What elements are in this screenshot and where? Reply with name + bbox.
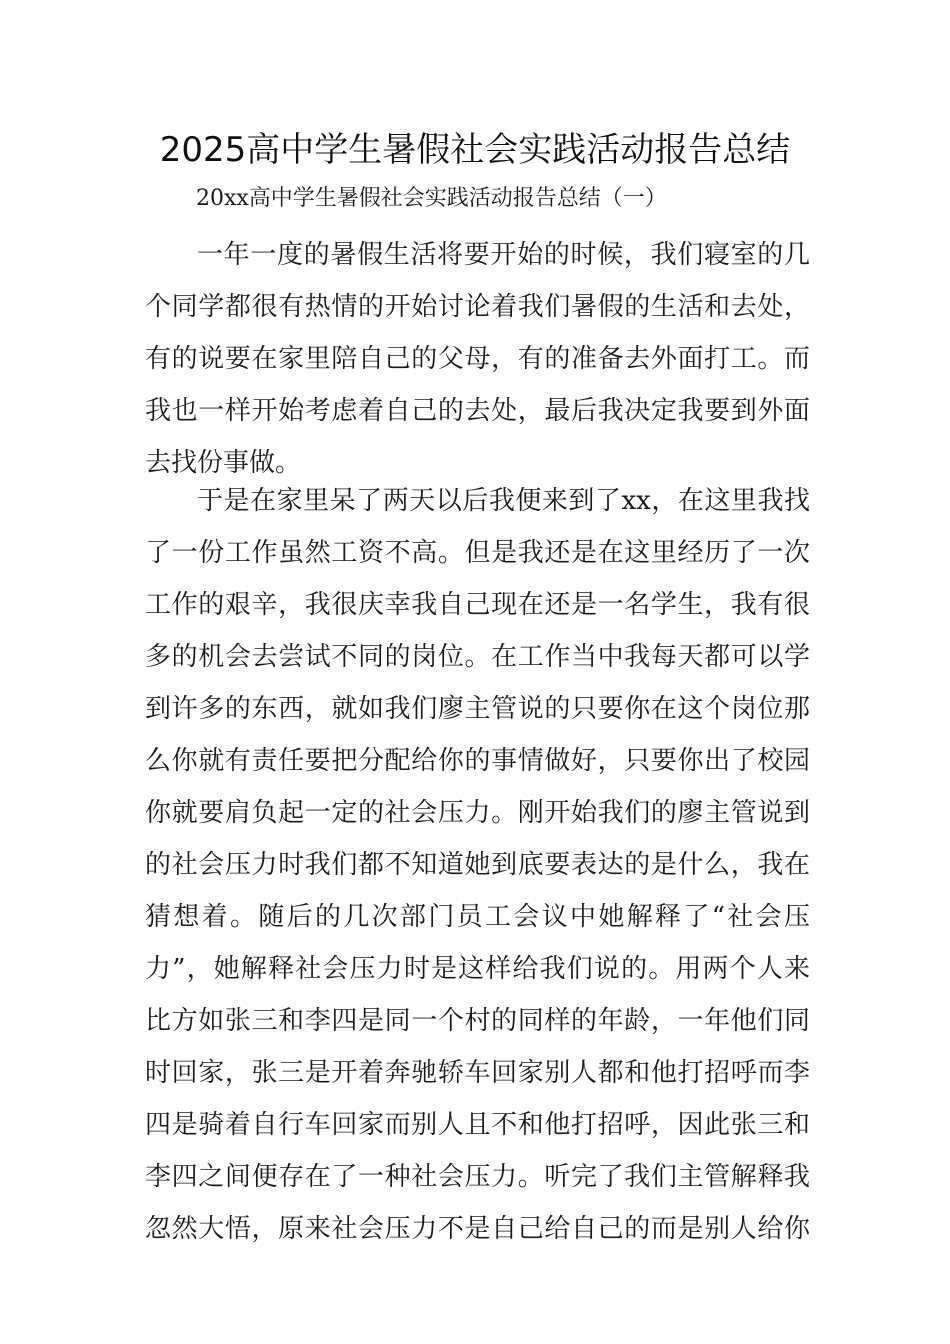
paragraph-line: 一年一度的暑假生活将要开始的时候，我们寝室的几 — [197, 240, 810, 270]
paragraph-line: 力”，她解释社会压力时是这样给我们说的。用两个人来 — [145, 954, 810, 984]
paragraph-line: 比方如张三和李四是同一个村的同样的年龄，一年他们同 — [145, 1006, 810, 1036]
paragraph-1 — [145, 229, 810, 489]
paragraph-line: 我也一样开始考虑着自己的去处，最后我决定我要到外面 — [145, 396, 810, 426]
paragraph-line: 么你就有责任要把分配给你的事情做好，只要你出了校园 — [145, 746, 810, 776]
paragraph-2 — [145, 475, 810, 1255]
paragraph-line: 去找份事做。 — [145, 448, 302, 478]
paragraph-line: 个同学都很有热情的开始讨论着我们暑假的生活和去处， — [145, 292, 810, 322]
paragraph-line: 了一份工作虽然工资不高。但是我还是在这里经历了一次 — [145, 538, 810, 568]
paragraph-line: 时回家，张三是开着奔驰轿车回家别人都和他打招呼而李 — [145, 1058, 810, 1088]
paragraph-line: 忽然大悟，原来社会压力不是自己给自己的而是别人给你 — [145, 1214, 810, 1244]
paragraph-line: 于是在家里呆了两天以后我便来到了xx，在这里我找 — [197, 486, 810, 516]
paragraph-line: 工作的艰辛，我很庆幸我自己现在还是一名学生，我有很 — [145, 590, 810, 620]
paragraph-line: 多的机会去尝试不同的岗位。在工作当中我每天都可以学 — [145, 642, 810, 672]
paragraph-line: 到许多的东西，就如我们廖主管说的只要你在这个岗位那 — [145, 694, 810, 724]
paragraph-line: 有的说要在家里陪自己的父母，有的准备去外面打工。而 — [145, 344, 810, 374]
document-title: 2025高中学生暑假社会实践活动报告总结 — [159, 130, 791, 170]
paragraph-line: 四是骑着自行车回家而别人且不和他打招呼，因此张三和 — [145, 1110, 810, 1140]
paragraph-line: 猜想着。随后的几次部门员工会议中她解释了“社会压 — [145, 902, 810, 932]
paragraph-line: 的社会压力时我们都不知道她到底要表达的是什么，我在 — [145, 850, 810, 880]
document-subtitle: 20xx高中学生暑假社会实践活动报告总结（一） — [196, 186, 667, 211]
paragraph-line: 李四之间便存在了一种社会压力。听完了我们主管解释我 — [145, 1162, 810, 1192]
paragraph-line: 你就要肩负起一定的社会压力。刚开始我们的廖主管说到 — [145, 798, 810, 828]
